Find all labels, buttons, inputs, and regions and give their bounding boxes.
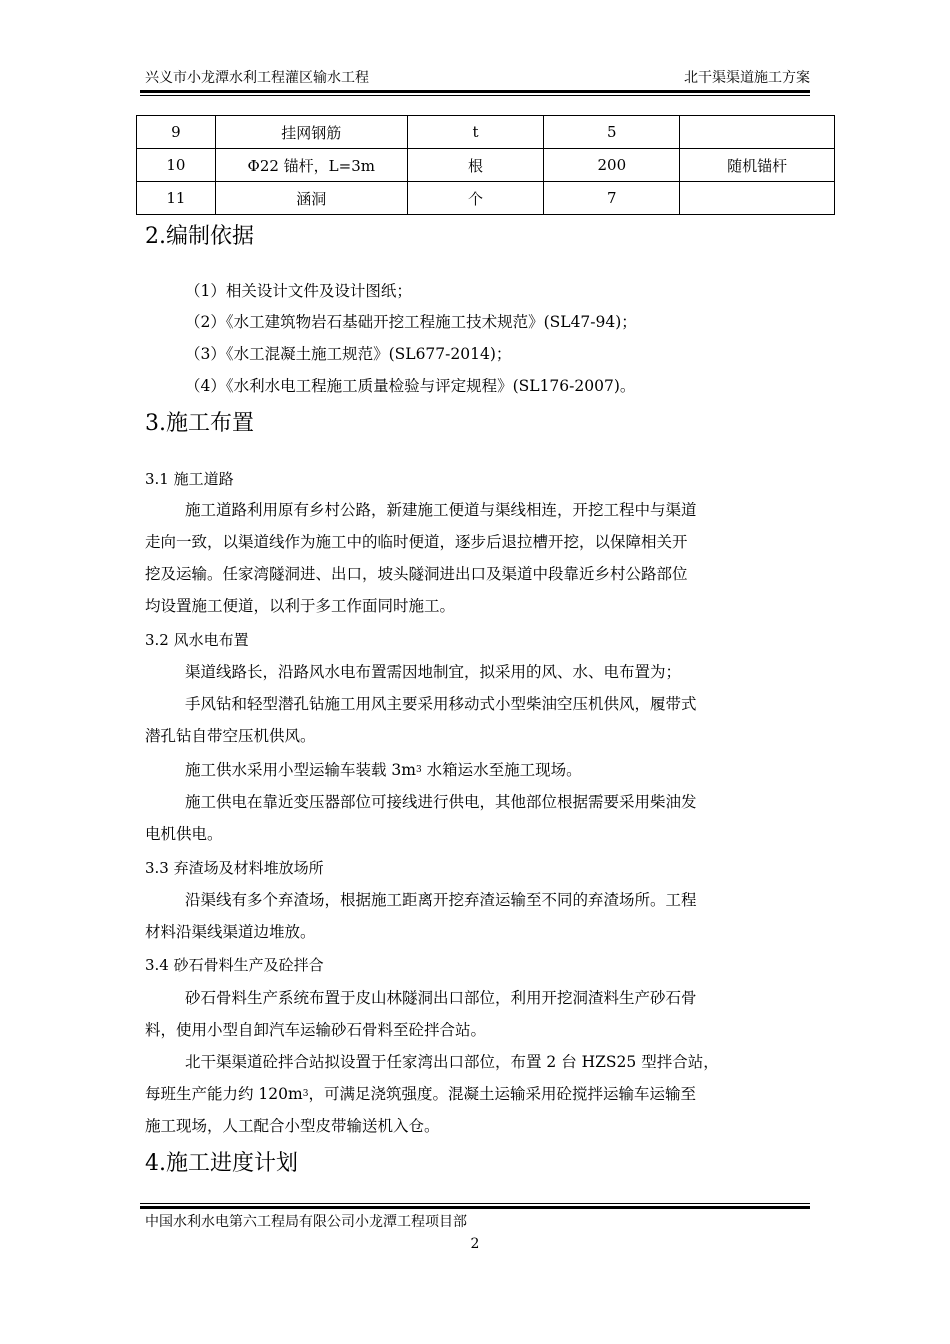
cubic-superscript: 3 <box>302 1089 309 1099</box>
table-cell-no: 11 <box>137 182 216 215</box>
paragraph-text: 水箱运水至施工现场。 <box>421 761 582 779</box>
paragraph-line: 料，使用小型自卸汽车运输砂石骨料至砼拌合站。 <box>145 1021 487 1039</box>
subsection-3-1-heading: 3.1 施工道路 <box>145 470 234 488</box>
footer-organization: 中国水利水电第六工程局有限公司小龙潭工程项目部 <box>145 1214 467 1230</box>
paragraph-line: 渠道线路长，沿路风水电布置需因地制宜，拟采用的风、水、电布置为； <box>185 663 682 681</box>
table-cell-quantity: 200 <box>544 149 680 182</box>
paragraph-line-water <box>185 759 582 781</box>
table-cell-no: 9 <box>137 116 216 149</box>
table-cell-unit: 根 <box>407 149 544 182</box>
subsection-3-4-heading: 3.4 砂石骨料生产及砼拌合 <box>145 956 324 974</box>
quantities-table <box>136 115 835 215</box>
reference-item: （2）《水工建筑物岩石基础开挖工程施工技术规范》(SL47-94)； <box>185 313 637 331</box>
paragraph-line: 手风钻和轻型潜孔钻施工用风主要采用移动式小型柴油空压机供风，履带式 <box>185 695 697 713</box>
table-cell-item: 挂网钢筋 <box>215 116 407 149</box>
paragraph-line: 均设置施工便道，以利于多工作面同时施工。 <box>145 597 456 615</box>
section-2-heading: 2.编制依据 <box>145 224 254 249</box>
paragraph-line: 挖及运输。任家湾隧洞进、出口，坡头隧洞进出口及渠道中段靠近乡村公路部位 <box>145 565 688 583</box>
footer-rule <box>140 1206 810 1209</box>
section-3-heading: 3.施工布置 <box>145 411 254 436</box>
subsection-3-2-heading: 3.2 风水电布置 <box>145 631 249 649</box>
reference-item: （4）《水利水电工程施工质量检验与评定规程》(SL176-2007)。 <box>185 377 636 395</box>
table-cell-remark <box>680 116 835 149</box>
table-cell-quantity: 5 <box>544 116 680 149</box>
paragraph-text: 每班生产能力约 120m <box>145 1085 303 1103</box>
section-4-heading: 4.施工进度计划 <box>145 1151 298 1176</box>
reference-item: （3）《水工混凝土施工规范》(SL677-2014)； <box>185 345 512 363</box>
table-cell-remark <box>680 182 835 215</box>
paragraph-line: 施工道路利用原有乡村公路，新建施工便道与渠线相连，开挖工程中与渠道 <box>185 501 697 519</box>
table-cell-quantity: 7 <box>544 182 680 215</box>
paragraph-line: 沿渠线有多个弃渣场，根据施工距离开挖弃渣运输至不同的弃渣场所。工程 <box>185 891 697 909</box>
subsection-3-3-heading: 3.3 弃渣场及材料堆放场所 <box>145 859 324 877</box>
table-cell-item: 涵洞 <box>215 182 407 215</box>
table-cell-unit: 个 <box>407 182 544 215</box>
table-cell-item: Φ22 锚杆，L=3m <box>215 149 407 182</box>
table-row <box>137 182 835 215</box>
table-row <box>137 116 835 149</box>
paragraph-line-capacity <box>145 1083 696 1105</box>
table-row <box>137 149 835 182</box>
table-cell-unit: t <box>407 116 544 149</box>
paragraph-line: 潜孔钻自带空压机供风。 <box>145 727 316 745</box>
header-rule <box>140 90 810 93</box>
paragraph-text: 施工供水采用小型运输车装载 3m <box>185 761 416 779</box>
paragraph-line: 施工现场，人工配合小型皮带输送机入仓。 <box>145 1117 440 1135</box>
paragraph-text: ，可满足浇筑强度。混凝土运输采用砼搅拌运输车运输至 <box>308 1085 696 1103</box>
paragraph-line: 北干渠渠道砼拌合站拟设置于任家湾出口部位，布置 2 台 HZS25 型拌合站， <box>185 1053 719 1071</box>
paragraph-line: 砂石骨料生产系统布置于皮山林隧洞出口部位，利用开挖洞渣料生产砂石骨 <box>185 989 697 1007</box>
header-rule-thin <box>140 95 810 96</box>
footer-rule-thin <box>140 1203 810 1204</box>
header-project-name: 兴义市小龙潭水利工程灌区输水工程 <box>145 70 369 86</box>
paragraph-line: 材料沿渠线渠道边堆放。 <box>145 923 316 941</box>
page-number: 2 <box>470 1236 480 1252</box>
paragraph-line: 电机供电。 <box>145 825 223 843</box>
paragraph-line: 施工供电在靠近变压器部位可接线进行供电，其他部位根据需要采用柴油发 <box>185 793 697 811</box>
header-document-title: 北干渠渠道施工方案 <box>684 70 810 86</box>
cubic-superscript: 3 <box>416 765 422 775</box>
table-cell-remark: 随机锚杆 <box>680 149 835 182</box>
paragraph-line: 走向一致，以渠道线作为施工中的临时便道，逐步后退拉槽开挖，以保障相关开 <box>145 533 688 551</box>
table-cell-no: 10 <box>137 149 216 182</box>
reference-item: （1）相关设计文件及设计图纸； <box>185 282 412 300</box>
